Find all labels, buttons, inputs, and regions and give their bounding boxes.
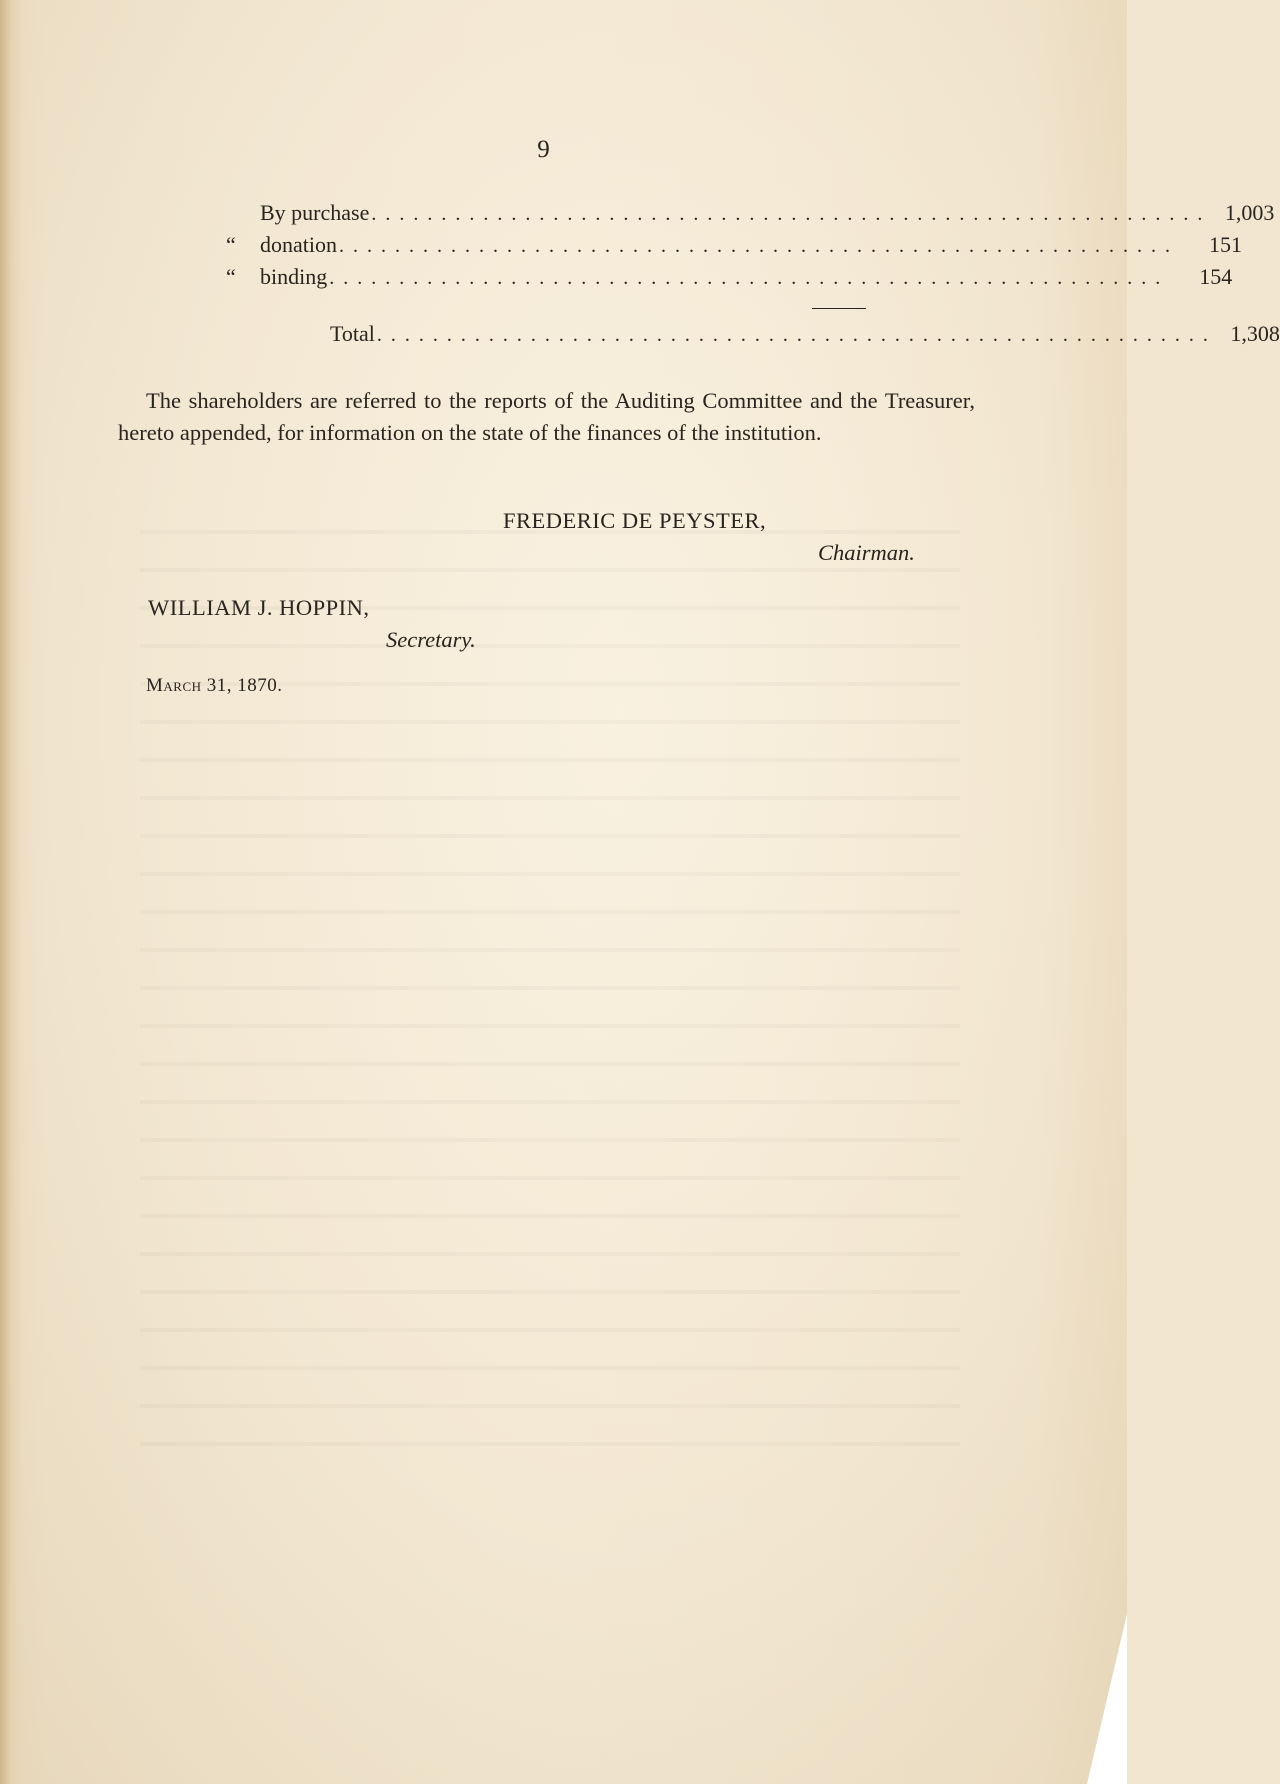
ledger-total-row: [226, 321, 1280, 353]
ledger-row-label: binding: [260, 264, 328, 289]
show-through-texture: [140, 500, 960, 1460]
torn-corner: [1087, 1614, 1127, 1784]
ledger-row-binding: [226, 264, 1233, 296]
ditto-mark: “: [226, 232, 236, 257]
report-paragraph: The shareholders are referred to the reports of the Auditing Committee and the Treasurer, hereto appended, for information on the state of the finances of the institution.: [118, 388, 975, 445]
ledger-row-value: 154: [1199, 264, 1233, 289]
page-number: 9: [537, 136, 550, 163]
ledger-total-value: 1,308: [1230, 321, 1280, 346]
ditto-mark: “: [226, 264, 236, 289]
page-binding-edge: [0, 0, 22, 1784]
chairman-title: Chairman.: [818, 540, 915, 565]
ledger-row-value: 1,003: [1224, 200, 1275, 225]
sum-rule: [812, 308, 866, 309]
ledger-row-purchase: [226, 200, 1275, 232]
ledger-total-label: Total: [330, 321, 375, 346]
dot-leader: . . . . . . . . . . . . . . . . . . . . . . . . . . . . . . . . . . . . . . . . . . . . . . . . . . . . . . . . . . . .: [371, 203, 1205, 225]
dot-leader: . . . . . . . . . . . . . . . . . . . . . . . . . . . . . . . . . . . . . . . . . . . . . . . . . . . . . . . . . . . .: [376, 324, 1210, 346]
ledger-row-value: 151: [1209, 232, 1242, 257]
ledger-row-donation: [226, 232, 1242, 264]
acquisitions-ledger: [226, 200, 1280, 353]
report-date: March 31, 1870.: [146, 675, 283, 696]
chairman-name: FREDERIC DE PEYSTER,: [503, 508, 767, 533]
ledger-row-label: By purchase: [260, 200, 370, 225]
dot-leader: . . . . . . . . . . . . . . . . . . . . . . . . . . . . . . . . . . . . . . . . . . . . . . . . . . . . . . . . . . . .: [339, 235, 1172, 257]
secretary-name: WILLIAM J. HOPPIN,: [148, 595, 370, 620]
ledger-row-label: donation: [260, 232, 337, 257]
secretary-title: Secretary.: [386, 627, 476, 652]
dot-leader: . . . . . . . . . . . . . . . . . . . . . . . . . . . . . . . . . . . . . . . . . . . . . . . . . . . . . . . . . . . .: [329, 267, 1163, 289]
